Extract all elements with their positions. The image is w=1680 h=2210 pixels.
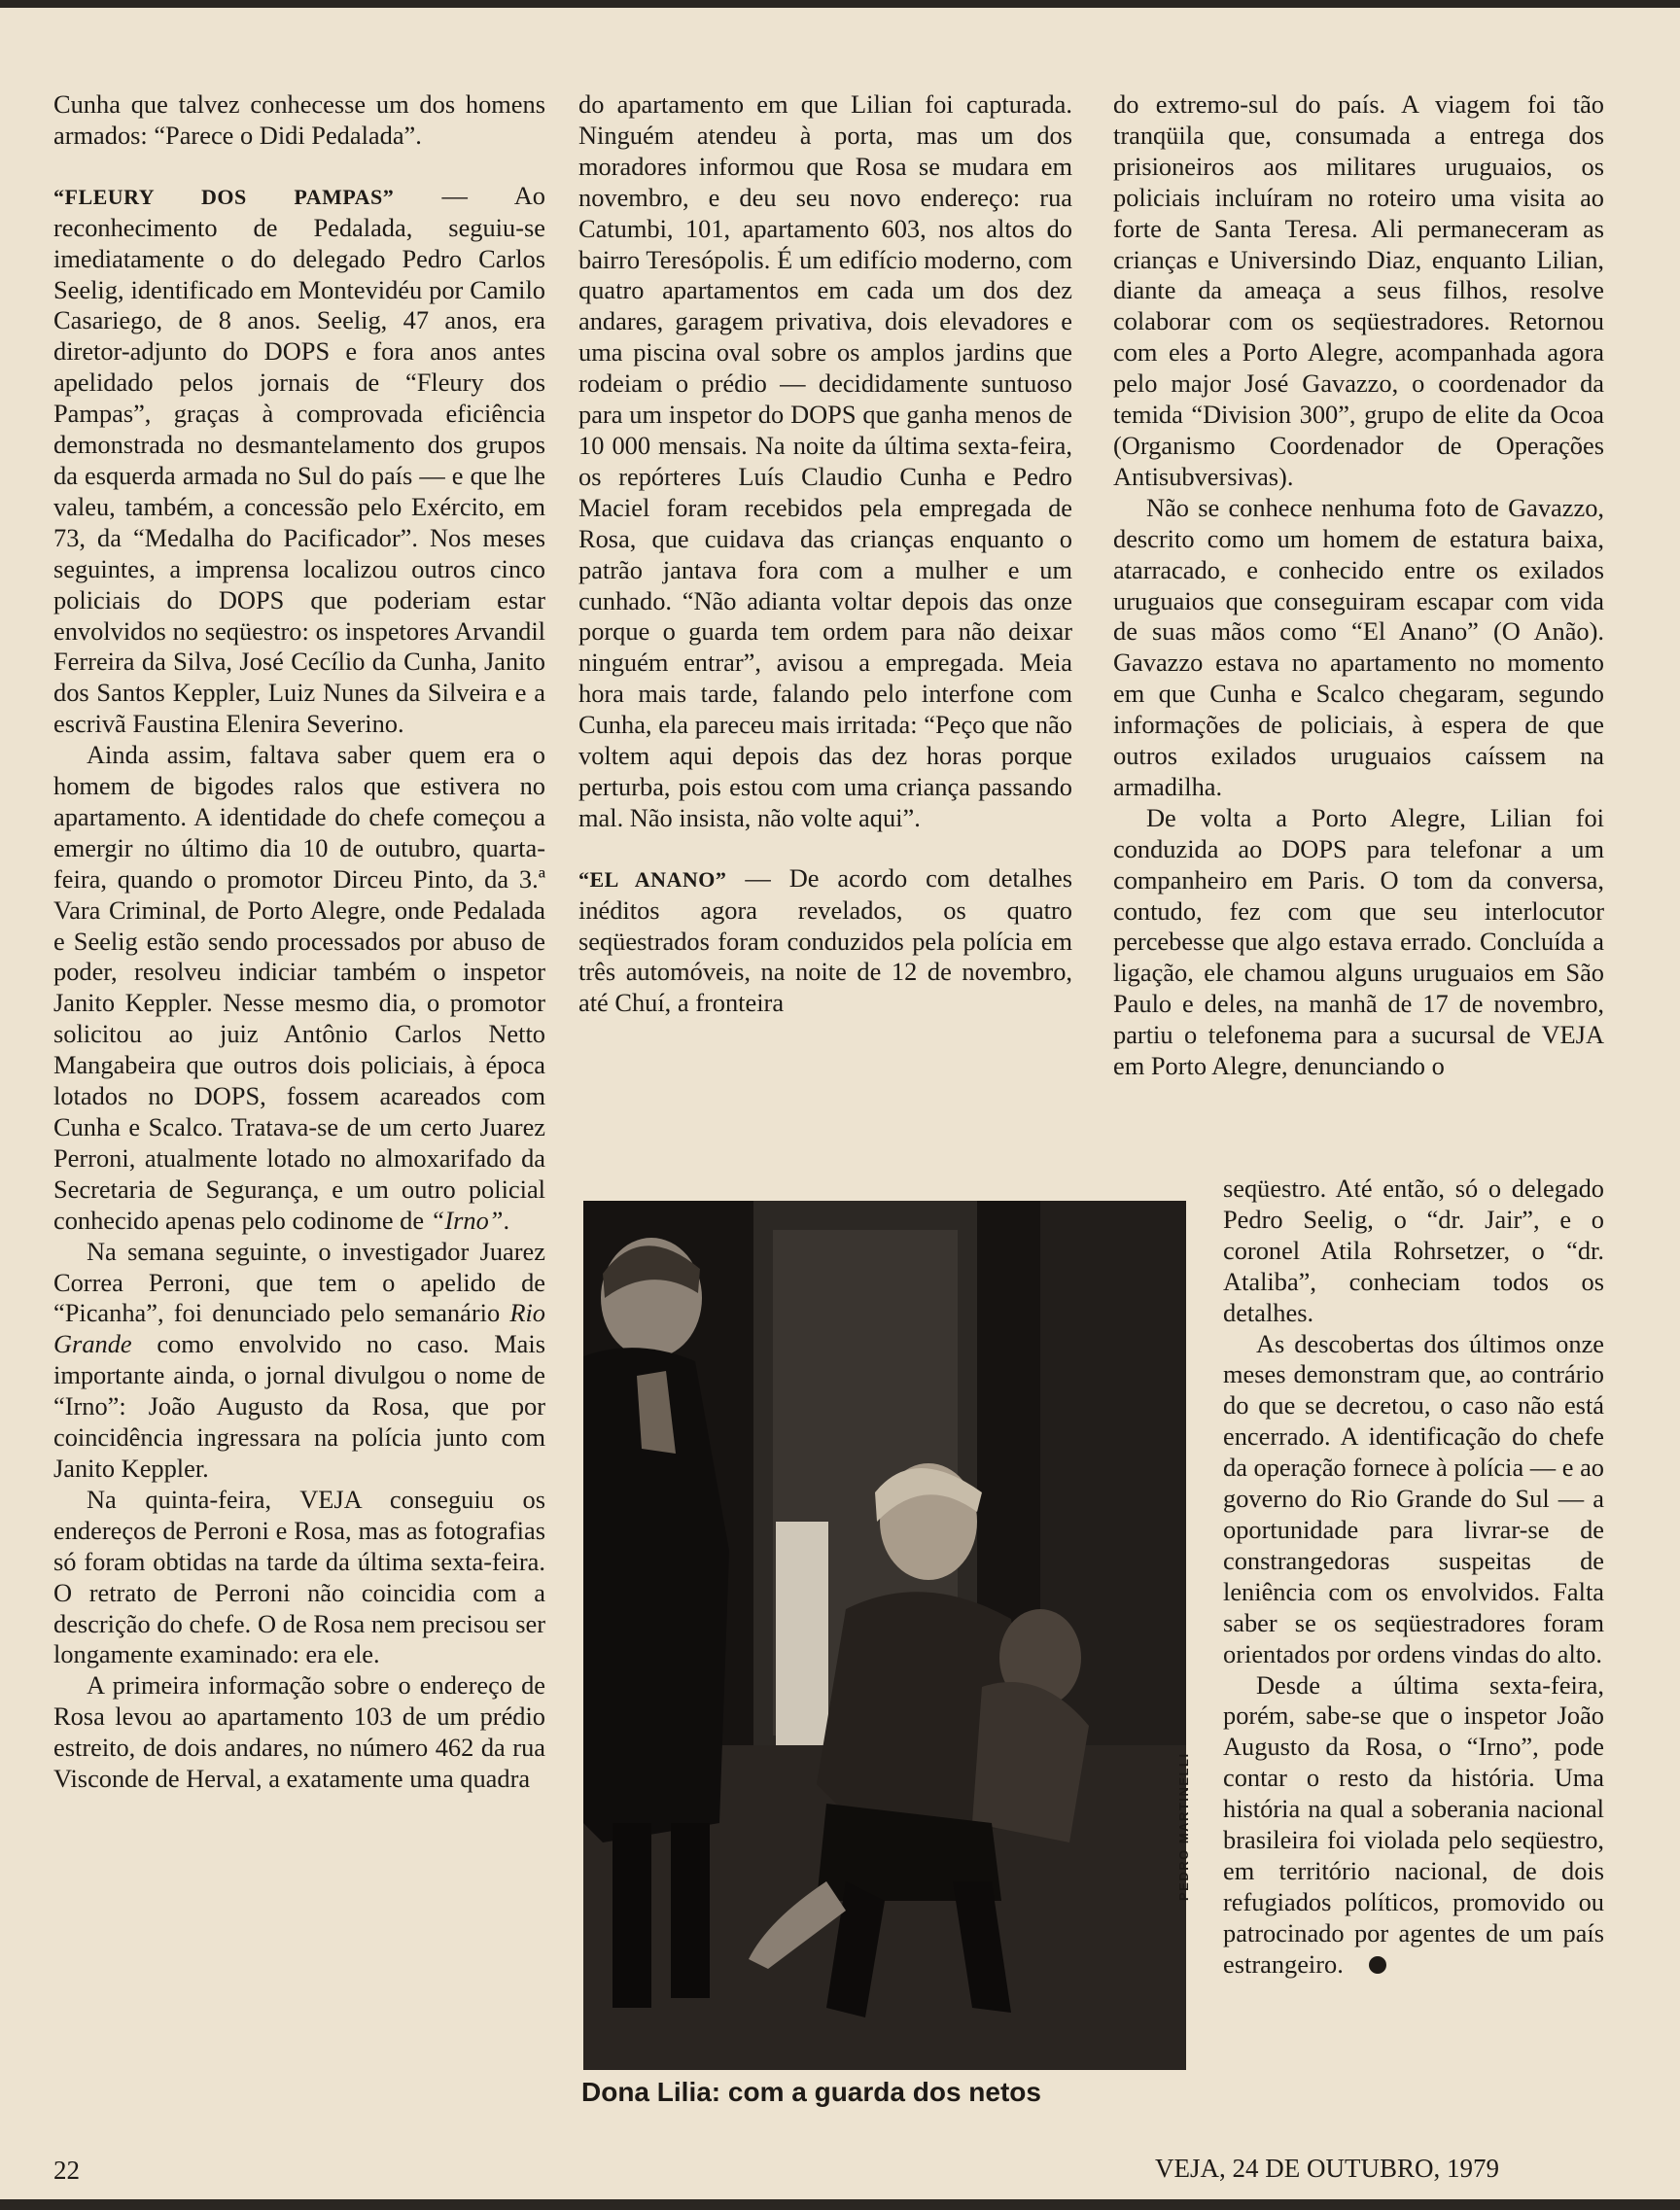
paragraph-text: Na semana seguinte, o investigador Juarez Correa Perroni, que tem o apelido de “Picanha”, foi denunciado pelo semanário [53,1236,545,1328]
paragraph-text: — De acordo com detalhes inéditos agora revelados, os quatro seqüestrados foram conduzidos pela polícia em três automóveis, na noite de 12 de novembro, até Chuí, a fronteira [578,862,1072,1018]
section-heading: “EL ANANO” [578,866,727,892]
paragraph-text: — Ao reconhecimento de Pedalada, seguiu-se imediatamente o do delegado Pedro Carlos Seelig, identificado em Montevidéu por Camilo Casariego, de 8 anos. Seelig, 47 anos, era diretor-adjunto do DOPS e fora anos antes apelidado pelos jornais de “Fleury dos Pampas”, graças à comprovada eficiência demonstrada no desmantelamento dos grupos da esquerda armada no Sul do país — e que lhe valeu, também, a concessão pelo Exército, em 73, da “Medalha do Pacificador”. Nos meses seguintes, a imprensa localizou outros cinco policiais do DOPS que poderiam estar envolvidos no seqüestro: os inspetores Arvandil Ferreira da Silva, José Cecílio da Cunha, Janito dos Santos Keppler, Luiz Nunes da Silveira e a escrivã Faustina Elenira Severino. [53,180,545,739]
article-column-1 [53,89,545,1795]
paragraph [53,1237,545,1485]
end-of-article-bullet-icon [1369,1956,1386,1974]
section-paragraph [578,863,1072,1020]
paragraph [53,740,545,1237]
paragraph: A primeira informação sobre o endereço de Rosa levou ao apartamento 103 de um prédio estreito, de dois andares, no número 462 da rua Visconde de Herval, a exatamente uma quadra [53,1670,545,1794]
paragraph-text: Desde a última sexta-feira, porém, sabe-se que o inspetor João Augusto da Rosa, o “Irno”, pode contar o resto da história. Uma história na qual a soberania nacional brasileira foi violada pelo seqüestro, em território nacional, de dois refugiados políticos, promovido ou patrocinado por agentes de um país estrangeiro. [1223,1669,1604,1979]
paragraph-text: como envolvido no caso. Mais importante ainda, o jornal divulgou o nome de “Irno”: João Augusto da Rosa, que por coincidência ingressara na polícia junto com Janito Keppler. [53,1329,545,1483]
paragraph [1223,1670,1604,1981]
top-border [0,0,1680,8]
article-column-2 [578,89,1072,1019]
photo-credit: PEDRO MARTINELLI [1176,1752,1191,1901]
paragraph: Não se conhece nenhuma foto de Gavazzo, descrito como um homem de estatura baixa, atarracado, e conhecido entre os exilados uruguaios que conseguiram escapar com vida de suas mãos como “El Anano” (O Anão). Gavazzo estava no apartamento no momento em que Cunha e Scalco chegaram, segundo informações de policiais, à espera de que outros exilados uruguaios caíssem na armadilha. [1113,492,1604,801]
paragraph: Na quinta-feira, VEJA conseguiu os endereços de Perroni e Rosa, mas as fotografias só foram obtidas na tarde da última sexta-feira. O retrato de Perroni não coincidia com a descrição do chefe. O de Rosa nem precisou ser longamente examinado: era ele. [53,1484,545,1669]
paragraph-text: Ainda assim, faltava saber quem era o homem de bigodes ralos que estivera no apartamento. A identidade do chefe começou a emergir no último dia 10 de outubro, quarta-feira, quando o promotor Dirceu Pinto, da 3.ª Vara Criminal, de Porto Alegre, onde Pedalada e Seelig estão sendo processados por abuso de poder, resolveu indiciar também o inspetor Janito Keppler. Nesse mesmo dia, o promotor solicitou ao juiz Antônio Carlos Netto Mangabeira que outros dois policiais, à época lotados no DOPS, fossem acareados com Cunha e Scalco. Tratava-se de um certo Juarez Perroni, atualmente lotado no almoxarifado da Secretaria de Segurança, e um outro policial conhecido apenas pelo codinome de [53,740,545,1235]
article-column-3-continued [1223,1174,1604,1981]
paragraph: Cunha que talvez conhecesse um dos homens armados: “Parece o Didi Pedalada”. [53,89,545,150]
photo-illustration [583,1201,1186,2070]
paragraph: seqüestro. Até então, só o delegado Pedro Seelig, o “dr. Jair”, e o coronel Atila Rohrsetzer, o “dr. Ataliba”, conheciam todos os detalhes. [1223,1174,1604,1327]
news-photograph [583,1201,1186,2070]
article-column-3 [1113,89,1604,1082]
page-number: 22 [53,2156,80,2185]
paragraph: De volta a Porto Alegre, Lilian foi conduzida ao DOPS para telefonar a um companheiro em Paris. O tom da conversa, contudo, fez com que seu interlocutor percebesse que algo estava errado. Concluída a ligação, ele chamou alguns uruguaios em São Paulo e deles, na manhã de 17 de novembro, partiu o telefonema para a sucursal de VEJA em Porto Alegre, denunciando o [1113,802,1604,1081]
section-paragraph [53,181,545,740]
section-heading: “FLEURY DOS PAMPAS” [53,184,395,209]
newspaper-name-italic: Rio Grande [53,1298,545,1359]
paragraph-text: . [503,1205,510,1235]
codename-italic: “Irno” [430,1205,504,1235]
paragraph: do extremo-sul do país. A viagem foi tão tranqüila que, consumada a entrega dos prisioneiros aos militares uruguaios, os policiais incluíram no roteiro uma visita ao forte de Santa Teresa. Ali permaneceram as crianças e Universindo Diaz, enquanto Lilian, diante da ameaça a seus filhos, resolve colaborar com os seqüestradores. Retornou com eles a Porto Alegre, acompanhada agora pelo major José Gavazzo, o coordenador da temida “Division 300”, grupo de elite da Ocoa (Organismo Coordenador de Operações Antisubversivas). [1113,89,1604,491]
bottom-border [0,2199,1680,2210]
paragraph: As descobertas dos últimos onze meses demonstram que, ao contrário do que se decretou, o caso não está encerrado. A identificação do chefe da operação fornece à polícia — e ao governo do Rio Grande do Sul — a oportunidade para livrar-se de constrangedoras suspeitas de leniência com os envolvidos. Falta saber se os seqüestradores foram orientados por ordens vindas do alto. [1223,1328,1604,1668]
photo-caption: Dona Lilia: com a guarda dos netos [581,2077,1041,2107]
issue-footer: VEJA, 24 DE OUTUBRO, 1979 [1155,2154,1499,2183]
paragraph: do apartamento em que Lilian foi capturada. Ninguém atendeu à porta, mas um dos moradores informou que Rosa se mudara em novembro, e deu seu novo endereço: rua Catumbi, 101, apartamento 603, nos altos do bairro Teresópolis. É um edifício moderno, com quatro apartamentos em cada um dos dez andares, garagem privativa, dois elevadores e uma piscina oval sobre os amplos jardins que rodeiam o prédio — decididamente suntuoso para um inspetor do DOPS que ganha menos de 10 000 mensais. Na noite da última sexta-feira, os repórteres Luís Claudio Cunha e Pedro Maciel foram recebidos pela empregada de Rosa, que cuidava das crianças enquanto o patrão jantava fora com a mulher e um cunhado. “Não adianta voltar depois das onze porque o guarda tem ordem para não deixar ninguém entrar”, avisou a empregada. Meia hora mais tarde, falando pelo interfone com Cunha, ela pareceu mais irritada: “Peço que não voltem aqui depois das dez horas porque perturba, pois estou com uma criança passando mal. Não insista, não volte aqui”. [578,89,1072,832]
